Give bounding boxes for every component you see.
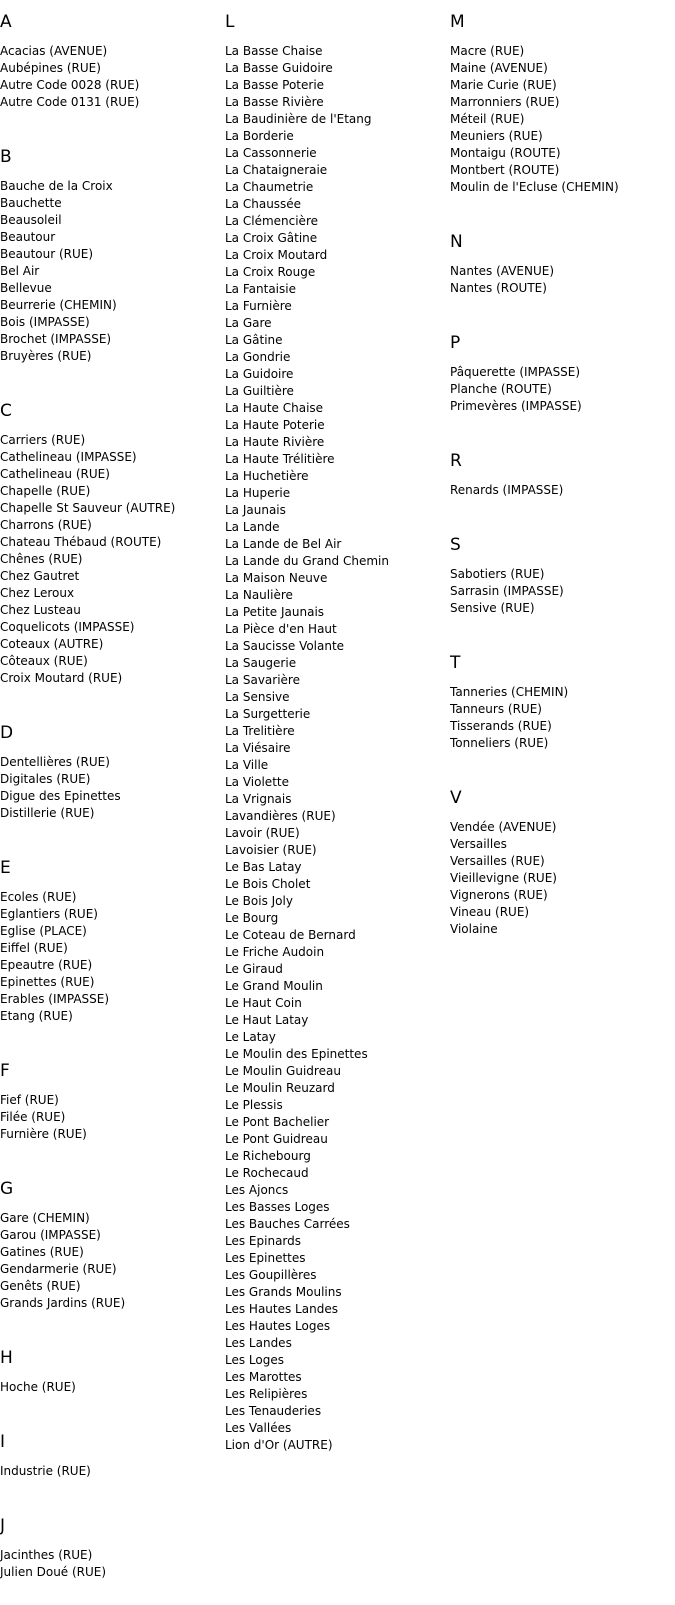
street-link[interactable]: Cathelineau (IMPASSE) — [0, 450, 137, 464]
letter-heading: B — [0, 147, 12, 167]
street-link[interactable]: Les Tenauderies — [225, 1404, 322, 1418]
street-link[interactable]: La Chaumetrie — [225, 180, 314, 194]
section-spacer — [450, 499, 675, 523]
street-link[interactable]: La Furnière — [225, 299, 292, 313]
street-list — [0, 1210, 225, 1312]
street-link[interactable]: Planche (ROUTE) — [450, 382, 552, 396]
street-link[interactable]: La Lande de Bel Air — [225, 537, 342, 551]
letter-heading: H — [0, 1348, 13, 1368]
letter-heading: V — [450, 788, 462, 808]
street-link[interactable]: La Sensive — [225, 690, 290, 704]
street-link[interactable]: Bellevue — [0, 281, 52, 295]
street-list — [450, 684, 675, 752]
street-link[interactable]: Sarrasin (IMPASSE) — [450, 584, 564, 598]
letter-heading: I — [0, 1432, 6, 1452]
street-link[interactable]: Autre Code 0028 (RUE) — [0, 78, 140, 92]
street-link[interactable]: La Guidoire — [225, 367, 294, 381]
letter-section-l — [225, 0, 450, 1478]
street-link[interactable]: Nantes (AVENUE) — [450, 264, 555, 278]
street-link[interactable]: La Lande du Grand Chemin — [225, 554, 389, 568]
street-link[interactable]: La Violette — [225, 775, 289, 789]
street-link[interactable]: Sensive (RUE) — [450, 601, 535, 615]
street-link[interactable]: Lavandières (RUE) — [225, 809, 336, 823]
street-link[interactable]: Acacias (AVENUE) — [0, 44, 108, 58]
letter-heading: T — [450, 653, 461, 673]
street-link[interactable]: La Croix Rouge — [225, 265, 316, 279]
street-link[interactable]: La Borderie — [225, 129, 294, 143]
letter-section-s — [450, 523, 675, 641]
street-link[interactable]: Chapelle (RUE) — [0, 484, 91, 498]
street-link[interactable]: La Cassonnerie — [225, 146, 317, 160]
street-link[interactable]: Pâquerette (IMPASSE) — [450, 365, 581, 379]
letter-section-g — [0, 1167, 225, 1336]
street-link[interactable]: Ecoles (RUE) — [0, 890, 77, 904]
street-link[interactable]: Tanneurs (RUE) — [450, 702, 542, 716]
street-list — [450, 43, 675, 196]
street-link[interactable]: Le Giraud — [225, 962, 283, 976]
letter-section-d — [0, 711, 225, 846]
street-link[interactable]: Le Bois Joly — [225, 894, 293, 908]
street-link[interactable]: La Gondrie — [225, 350, 291, 364]
section-spacer — [450, 617, 675, 641]
street-link[interactable]: Les Marottes — [225, 1370, 302, 1384]
street-link[interactable]: Les Grands Moulins — [225, 1285, 342, 1299]
section-spacer — [225, 1454, 450, 1478]
street-list — [225, 43, 450, 1454]
letter-heading: N — [450, 232, 463, 252]
street-link[interactable]: Beurrerie (CHEMIN) — [0, 298, 117, 312]
street-link[interactable]: Chênes (RUE) — [0, 552, 83, 566]
street-link[interactable]: Chateau Thébaud (ROUTE) — [0, 535, 162, 549]
street-link[interactable]: Cathelineau (RUE) — [0, 467, 110, 481]
street-link[interactable]: Lion d'Or (AUTRE) — [225, 1438, 333, 1452]
street-link[interactable]: Violaine — [450, 922, 498, 936]
street-link[interactable]: La Basse Guidoire — [225, 61, 333, 75]
street-link[interactable]: Les Ajoncs — [225, 1183, 289, 1197]
street-list — [0, 754, 225, 822]
street-link[interactable]: La Savarière — [225, 673, 300, 687]
street-link[interactable]: Le Bas Latay — [225, 860, 302, 874]
street-link[interactable]: Le Moulin Reuzard — [225, 1081, 335, 1095]
street-link[interactable]: Gare (CHEMIN) — [0, 1211, 90, 1225]
street-link[interactable]: Montbert (ROUTE) — [450, 163, 560, 177]
section-spacer — [0, 1396, 225, 1420]
section-spacer — [0, 1581, 225, 1605]
street-link[interactable]: Gatines (RUE) — [0, 1245, 84, 1259]
street-link[interactable]: La Gare — [225, 316, 272, 330]
section-spacer — [0, 1480, 225, 1504]
section-spacer — [0, 1025, 225, 1049]
street-link[interactable]: Vieillevigne (RUE) — [450, 871, 557, 885]
street-link[interactable]: Chez Gautret — [0, 569, 80, 583]
street-link[interactable]: Hoche (RUE) — [0, 1380, 76, 1394]
street-link[interactable]: Les Epinettes — [225, 1251, 306, 1265]
street-link[interactable]: Tisserands (RUE) — [450, 719, 552, 733]
street-link[interactable]: Tanneries (CHEMIN) — [450, 685, 569, 699]
letter-section-p — [450, 321, 675, 439]
street-link[interactable]: Chez Lusteau — [0, 603, 81, 617]
street-link[interactable]: Maine (AVENUE) — [450, 61, 548, 75]
street-link[interactable]: La Surgetterie — [225, 707, 311, 721]
street-link[interactable]: La Fantaisie — [225, 282, 296, 296]
street-link[interactable]: Versailles (RUE) — [450, 854, 545, 868]
street-link[interactable]: La Pièce d'en Haut — [225, 622, 337, 636]
street-link[interactable]: Meuniers (RUE) — [450, 129, 543, 143]
letter-heading: P — [450, 333, 461, 353]
street-link[interactable]: Nantes (ROUTE) — [450, 281, 547, 295]
street-link[interactable]: Lavoir (RUE) — [225, 826, 300, 840]
street-link[interactable]: Le Grand Moulin — [225, 979, 323, 993]
street-link[interactable]: Beausoleil — [0, 213, 62, 227]
section-spacer — [0, 1312, 225, 1336]
letter-heading: J — [0, 1516, 6, 1536]
street-list — [450, 566, 675, 617]
street-link[interactable]: Eglise (PLACE) — [0, 924, 87, 938]
street-link[interactable]: Les Bauches Carrées — [225, 1217, 350, 1231]
street-link[interactable]: La Croix Gâtine — [225, 231, 318, 245]
street-list — [0, 432, 225, 687]
street-link[interactable]: Le Coteau de Bernard — [225, 928, 356, 942]
street-link[interactable]: Epinettes (RUE) — [0, 975, 95, 989]
letter-heading: G — [0, 1179, 14, 1199]
street-link[interactable]: La Basse Poterie — [225, 78, 325, 92]
street-link[interactable]: Le Pont Bachelier — [225, 1115, 330, 1129]
street-list — [0, 178, 225, 365]
street-link[interactable]: La Maison Neuve — [225, 571, 328, 585]
section-spacer — [450, 938, 675, 962]
street-link[interactable]: Le Moulin des Epinettes — [225, 1047, 368, 1061]
street-link[interactable]: Marronniers (RUE) — [450, 95, 560, 109]
street-link[interactable]: Furnière (RUE) — [0, 1127, 87, 1141]
street-link[interactable]: Les Landes — [225, 1336, 292, 1350]
street-index-column-1 — [0, 0, 225, 1605]
street-link[interactable]: La Chaussée — [225, 197, 302, 211]
street-list — [0, 1379, 225, 1396]
street-link[interactable]: La Guiltière — [225, 384, 294, 398]
street-link[interactable]: Chez Leroux — [0, 586, 75, 600]
street-link[interactable]: Le Rochecaud — [225, 1166, 309, 1180]
street-index-column-3 — [450, 0, 675, 962]
section-spacer — [0, 687, 225, 711]
street-link[interactable]: La Haute Trélitière — [225, 452, 335, 466]
letter-section-f — [0, 1049, 225, 1167]
street-link[interactable]: Marie Curie (RUE) — [450, 78, 557, 92]
street-link[interactable]: Beautour (RUE) — [0, 247, 94, 261]
street-link[interactable]: Filée (RUE) — [0, 1110, 66, 1124]
street-link[interactable]: Eglantiers (RUE) — [0, 907, 98, 921]
street-link[interactable]: Erables (IMPASSE) — [0, 992, 110, 1006]
street-link[interactable]: Le Bourg — [225, 911, 279, 925]
letter-section-t — [450, 641, 675, 776]
street-link[interactable]: Les Hautes Loges — [225, 1319, 331, 1333]
street-link[interactable]: Côteaux (RUE) — [0, 654, 88, 668]
street-link[interactable]: Le Richebourg — [225, 1149, 311, 1163]
street-link[interactable]: Vineau (RUE) — [450, 905, 530, 919]
letter-section-a — [0, 0, 225, 135]
street-link[interactable]: Le Bois Cholet — [225, 877, 311, 891]
street-link[interactable]: Primevères (IMPASSE) — [450, 399, 582, 413]
street-link[interactable]: Charrons (RUE) — [0, 518, 92, 532]
street-index-column-2 — [225, 0, 450, 1478]
letter-section-r — [450, 439, 675, 523]
street-list — [0, 889, 225, 1025]
street-link[interactable]: Les Basses Loges — [225, 1200, 330, 1214]
street-link[interactable]: Chapelle St Sauveur (AUTRE) — [0, 501, 176, 515]
street-link[interactable]: La Basse Rivière — [225, 95, 324, 109]
street-link[interactable]: La Haute Chaise — [225, 401, 324, 415]
letter-section-j — [0, 1504, 225, 1605]
street-link[interactable]: Les Vallées — [225, 1421, 292, 1435]
street-link[interactable]: Coquelicots (IMPASSE) — [0, 620, 135, 634]
street-link[interactable]: Méteil (RUE) — [450, 112, 525, 126]
letter-section-b — [0, 135, 225, 389]
street-link[interactable]: Le Plessis — [225, 1098, 283, 1112]
letter-section-e — [0, 846, 225, 1049]
street-link[interactable]: Julien Doué (RUE) — [0, 1565, 107, 1579]
street-link[interactable]: Bruyères (RUE) — [0, 349, 92, 363]
street-link[interactable]: Le Friche Audoin — [225, 945, 325, 959]
street-list — [0, 1092, 225, 1143]
street-link[interactable]: Macre (RUE) — [450, 44, 525, 58]
street-list — [450, 482, 675, 499]
street-link[interactable]: Grands Jardins (RUE) — [0, 1296, 126, 1310]
street-link[interactable]: Le Moulin Guidreau — [225, 1064, 341, 1078]
street-link[interactable]: Lavoisier (RUE) — [225, 843, 317, 857]
street-link[interactable]: Dentellières (RUE) — [0, 755, 110, 769]
street-link[interactable]: La Saugerie — [225, 656, 297, 670]
street-link[interactable]: Les Relipières — [225, 1387, 308, 1401]
street-link[interactable]: Bel Air — [0, 264, 40, 278]
street-list — [0, 43, 225, 111]
street-link[interactable]: La Chataigneraie — [225, 163, 328, 177]
street-link[interactable]: Croix Moutard (RUE) — [0, 671, 123, 685]
street-link[interactable]: Industrie (RUE) — [0, 1464, 91, 1478]
section-spacer — [0, 111, 225, 135]
street-link[interactable]: La Baudinière de l'Etang — [225, 112, 372, 126]
street-link[interactable]: Le Haut Latay — [225, 1013, 309, 1027]
letter-heading: L — [225, 12, 235, 32]
street-link[interactable]: Autre Code 0131 (RUE) — [0, 95, 140, 109]
street-link[interactable]: Eiffel (RUE) — [0, 941, 68, 955]
street-link[interactable]: Etang (RUE) — [0, 1009, 73, 1023]
street-link[interactable]: Aubépines (RUE) — [0, 61, 101, 75]
street-link[interactable]: Renards (IMPASSE) — [450, 483, 564, 497]
letter-heading: D — [0, 723, 14, 743]
street-list — [450, 819, 675, 938]
section-spacer — [0, 365, 225, 389]
street-link[interactable]: Les Epinards — [225, 1234, 302, 1248]
letter-section-m — [450, 0, 675, 220]
street-link[interactable]: Les Loges — [225, 1353, 284, 1367]
street-link[interactable]: La Lande — [225, 520, 280, 534]
street-link[interactable]: La Vrignais — [225, 792, 292, 806]
street-link[interactable]: Vignerons (RUE) — [450, 888, 548, 902]
street-link[interactable]: Bauche de la Croix — [0, 179, 113, 193]
section-spacer — [450, 196, 675, 220]
letter-heading: M — [450, 12, 465, 32]
street-link[interactable]: Beautour — [0, 230, 56, 244]
street-list — [450, 364, 675, 415]
street-link[interactable]: Jacinthes (RUE) — [0, 1548, 93, 1562]
letter-heading: A — [0, 12, 12, 32]
street-link[interactable]: Le Pont Guidreau — [225, 1132, 328, 1146]
street-link[interactable]: La Clémencière — [225, 214, 318, 228]
street-link[interactable]: Le Haut Coin — [225, 996, 302, 1010]
street-link[interactable]: La Trelitière — [225, 724, 295, 738]
street-link[interactable]: La Jaunais — [225, 503, 286, 517]
street-link[interactable]: Les Goupillères — [225, 1268, 317, 1282]
street-list — [0, 1547, 225, 1581]
street-list — [0, 1463, 225, 1480]
street-link[interactable]: La Saucisse Volante — [225, 639, 345, 653]
street-link[interactable]: La Petite Jaunais — [225, 605, 325, 619]
letter-heading: R — [450, 451, 462, 471]
street-link[interactable]: La Gâtine — [225, 333, 283, 347]
section-spacer — [450, 297, 675, 321]
street-list — [450, 263, 675, 297]
street-link[interactable]: Le Latay — [225, 1030, 276, 1044]
street-link[interactable]: La Basse Chaise — [225, 44, 323, 58]
street-link[interactable]: Bauchette — [0, 196, 62, 210]
street-link[interactable]: Les Hautes Landes — [225, 1302, 338, 1316]
letter-section-v — [450, 776, 675, 962]
letter-section-c — [0, 389, 225, 711]
street-link[interactable]: La Ville — [225, 758, 269, 772]
street-link[interactable]: Distillerie (RUE) — [0, 806, 95, 820]
street-link[interactable]: Genêts (RUE) — [0, 1279, 81, 1293]
street-link[interactable]: La Croix Moutard — [225, 248, 328, 262]
street-link[interactable]: La Naulière — [225, 588, 293, 602]
letter-section-n — [450, 220, 675, 321]
street-link[interactable]: Fief (RUE) — [0, 1093, 59, 1107]
street-link[interactable]: La Huperie — [225, 486, 291, 500]
street-link[interactable]: Moulin de l'Ecluse (CHEMIN) — [450, 180, 619, 194]
letter-heading: C — [0, 401, 12, 421]
section-spacer — [0, 822, 225, 846]
letter-heading: E — [0, 858, 11, 878]
street-link[interactable]: Tonneliers (RUE) — [450, 736, 549, 750]
section-spacer — [450, 752, 675, 776]
section-spacer — [0, 1143, 225, 1167]
street-link[interactable]: La Huchetière — [225, 469, 309, 483]
street-link[interactable]: Sabotiers (RUE) — [450, 567, 545, 581]
letter-section-i — [0, 1420, 225, 1504]
street-link[interactable]: Epeautre (RUE) — [0, 958, 93, 972]
letter-heading: F — [0, 1061, 10, 1081]
street-link[interactable]: La Viésaire — [225, 741, 291, 755]
street-link[interactable]: La Haute Rivière — [225, 435, 325, 449]
street-link[interactable]: Gendarmerie (RUE) — [0, 1262, 117, 1276]
street-link[interactable]: La Haute Poterie — [225, 418, 325, 432]
street-link[interactable]: Digitales (RUE) — [0, 772, 91, 786]
street-link[interactable]: Coteaux (AUTRE) — [0, 637, 104, 651]
section-spacer — [450, 415, 675, 439]
street-link[interactable]: Vendée (AVENUE) — [450, 820, 557, 834]
letter-heading: S — [450, 535, 461, 555]
street-link[interactable]: Digue des Epinettes — [0, 789, 121, 803]
letter-section-h — [0, 1336, 225, 1420]
street-link[interactable]: Versailles — [450, 837, 507, 851]
street-link[interactable]: Garou (IMPASSE) — [0, 1228, 101, 1242]
street-link[interactable]: Carriers (RUE) — [0, 433, 86, 447]
street-link[interactable]: Bois (IMPASSE) — [0, 315, 90, 329]
street-link[interactable]: Brochet (IMPASSE) — [0, 332, 112, 346]
street-link[interactable]: Montaigu (ROUTE) — [450, 146, 561, 160]
